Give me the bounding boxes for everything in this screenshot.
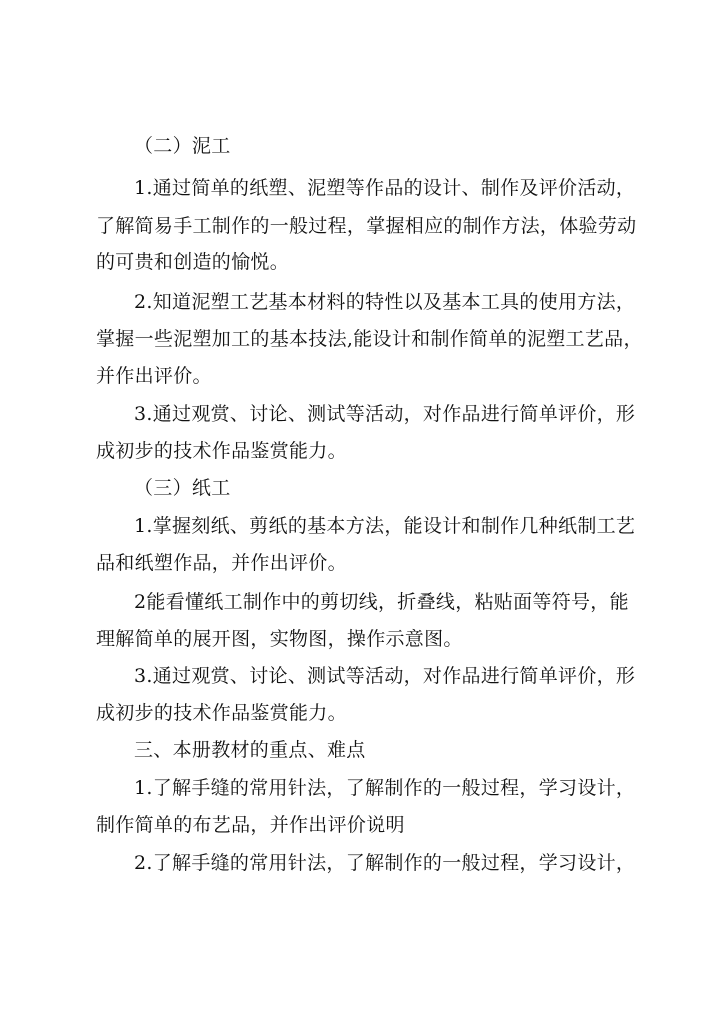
paragraph-line: 成初步的技术作品鉴赏能力。 <box>96 440 347 462</box>
paragraph-line: 并作出评价。 <box>96 365 212 387</box>
paragraph-line: 掌握一些泥塑加工的基本技法,能设计和制作简单的泥塑工艺品， <box>96 328 643 350</box>
section-heading-paper: （三）纸工 <box>134 477 231 499</box>
paragraph-line: 3.通过观赏、讨论、测试等活动，对作品进行简单评价，形 <box>134 665 636 687</box>
section-heading-key-points: 三、本册教材的重点、难点 <box>134 739 366 761</box>
paragraph-line: 1.掌握刻纸、剪纸的基本方法，能设计和制作几种纸制工艺 <box>134 515 636 537</box>
paragraph-line: 理解简单的展开图，实物图，操作示意图。 <box>96 628 463 650</box>
paragraph-line: 2能看懂纸工制作中的剪切线，折叠线，粘贴面等符号，能 <box>134 591 629 613</box>
paragraph-line: 3.通过观赏、讨论、测试等活动，对作品进行简单评价，形 <box>134 403 636 425</box>
paragraph-line: 的可贵和创造的愉悦。 <box>96 251 290 273</box>
paragraph-line: 1.了解手缝的常用针法，了解制作的一般过程，学习设计， <box>134 777 636 799</box>
paragraph-line: 2.知道泥塑工艺基本材料的特性以及基本工具的使用方法， <box>134 291 636 313</box>
paragraph-line: 成初步的技术作品鉴赏能力。 <box>96 702 347 724</box>
paragraph-line: 2.了解手缝的常用针法，了解制作的一般过程，学习设计， <box>134 852 636 874</box>
paragraph-line: 品和纸塑作品，并作出评价。 <box>96 552 347 574</box>
section-heading-clay: （二）泥工 <box>134 135 231 157</box>
paragraph-line: 1.通过简单的纸塑、泥塑等作品的设计、制作及评价活动， <box>134 177 636 199</box>
paragraph-line: 制作简单的布艺品，并作出评价说明 <box>96 814 405 836</box>
paragraph-line: 了解简易手工制作的一般过程，掌握相应的制作方法，体验劳动 <box>96 215 637 237</box>
